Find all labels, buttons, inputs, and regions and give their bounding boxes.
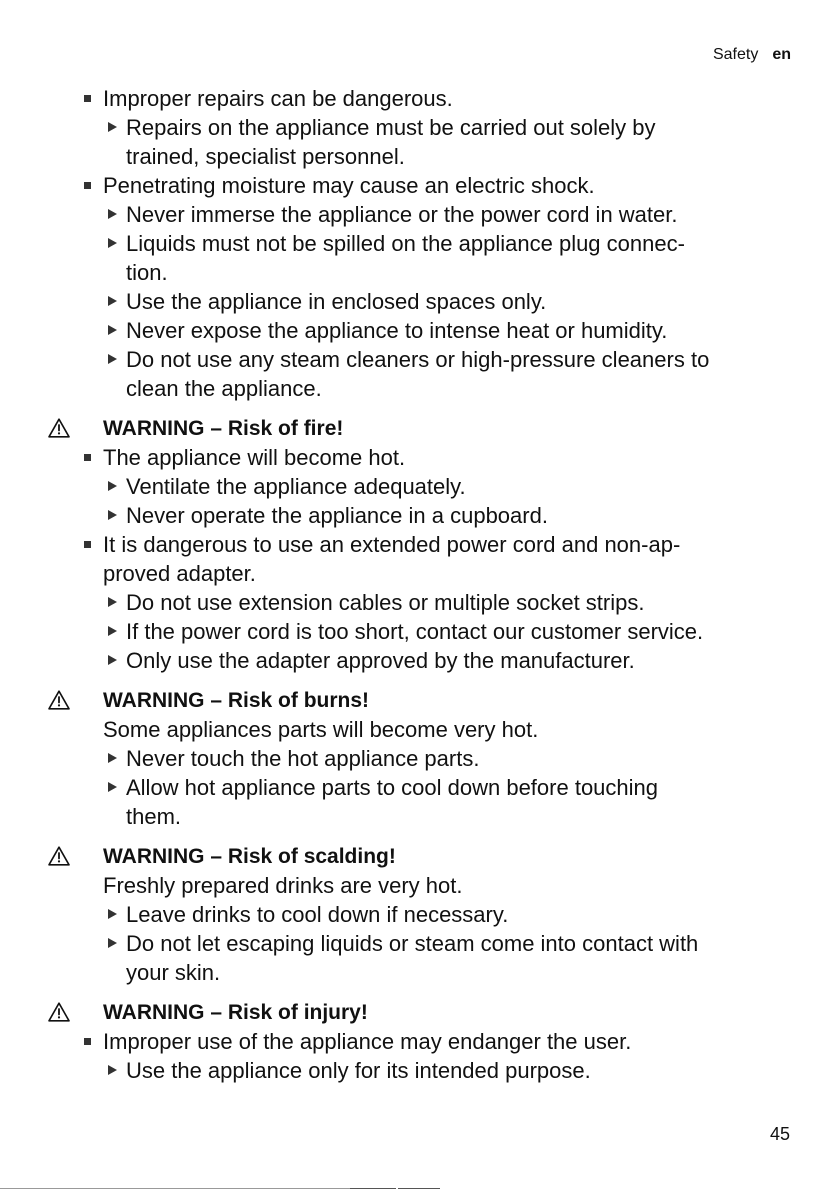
instruction-item: Never immerse the appliance or the power cord in water. bbox=[0, 200, 840, 229]
instruction-item: Allow hot appliance parts to cool down before touching bbox=[0, 773, 840, 802]
instruction-item: Repairs on the appliance must be carried out solely by bbox=[0, 113, 840, 142]
bullet-item: Improper repairs can be dangerous. bbox=[0, 84, 840, 113]
page-number: 45 bbox=[769, 1124, 790, 1144]
instruction-item: Never operate the appliance in a cupboard. bbox=[0, 501, 840, 530]
warning-heading-text: WARNING – Risk of scalding! bbox=[103, 845, 396, 868]
text-line: proved adapter. bbox=[103, 561, 256, 586]
instruction-continuation: them. bbox=[126, 804, 182, 829]
instruction-item: Never expose the appliance to intense heat or humidity. bbox=[0, 316, 840, 345]
warning-heading-text: WARNING – Risk of burns! bbox=[103, 689, 370, 712]
safety-content bbox=[0, 84, 840, 1085]
instruction-item: Only use the adapter approved by the manufacturer. bbox=[0, 646, 840, 675]
instruction-continuation: your skin. bbox=[126, 960, 221, 985]
instruction-item: Use the appliance in enclosed spaces only. bbox=[0, 287, 840, 316]
instruction-item: Do not use any steam cleaners or high-pressure cleaners to bbox=[0, 345, 840, 374]
bullet-item: Penetrating moisture may cause an electric shock. bbox=[0, 171, 840, 200]
warning-heading-text: WARNING – Risk of fire! bbox=[103, 417, 344, 440]
warning-heading bbox=[0, 998, 840, 1027]
bullet-item: The appliance will become hot. bbox=[0, 443, 840, 472]
instruction-item: Leave drinks to cool down if necessary. bbox=[0, 900, 840, 929]
instruction-continuation: clean the appliance. bbox=[126, 376, 322, 401]
instruction-item: If the power cord is too short, contact our customer service. bbox=[0, 617, 840, 646]
instruction-continuation: trained, specialist personnel. bbox=[126, 144, 405, 169]
warning-heading bbox=[0, 686, 840, 715]
page-header bbox=[713, 46, 791, 64]
bullet-item: Improper use of the appliance may endanger the user. bbox=[0, 1027, 840, 1056]
warning-heading-text: WARNING – Risk of injury! bbox=[103, 1001, 368, 1024]
text-line: Freshly prepared drinks are very hot. bbox=[103, 873, 463, 898]
instruction-item: Use the appliance only for its intended purpose. bbox=[0, 1056, 840, 1085]
warning-heading bbox=[0, 414, 840, 443]
bullet-item: It is dangerous to use an extended power cord and non-ap- bbox=[0, 530, 840, 559]
instruction-item: Never touch the hot appliance parts. bbox=[0, 744, 840, 773]
instruction-item: Ventilate the appliance adequately. bbox=[0, 472, 840, 501]
instruction-item: Liquids must not be spilled on the appliance plug connec- bbox=[0, 229, 840, 258]
text-line: Some appliances parts will become very hot. bbox=[103, 717, 539, 742]
section-title: Safety bbox=[712, 46, 759, 63]
bottom-rule-mark bbox=[398, 1188, 440, 1189]
instruction-item: Do not let escaping liquids or steam come into contact with bbox=[0, 929, 840, 958]
bottom-rule-mark bbox=[350, 1188, 396, 1189]
bottom-rule bbox=[0, 1188, 350, 1189]
instruction-continuation: tion. bbox=[126, 260, 168, 285]
language-code: en bbox=[772, 46, 791, 63]
warning-heading bbox=[0, 842, 840, 871]
instruction-item: Do not use extension cables or multiple socket strips. bbox=[0, 588, 840, 617]
